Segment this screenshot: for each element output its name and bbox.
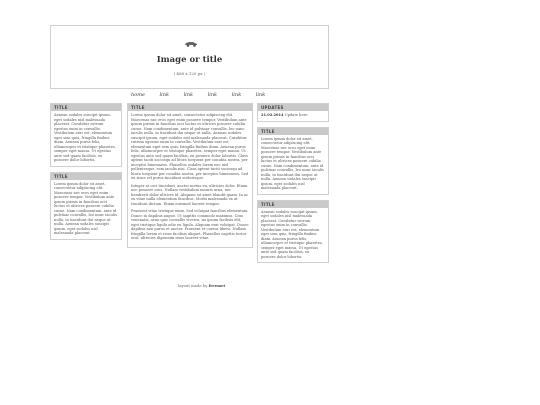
nav-link-3[interactable]: link	[207, 92, 218, 98]
update-date: 21.02.2014	[261, 113, 284, 117]
right-box-1	[257, 127, 329, 195]
right-box-2	[257, 200, 329, 264]
box-text: Aenean sodales suscipit ipsum, eget sodales nisl malesuada placerat. Curabitur rutrum egestas enim in convallis. Vestibulum erat est, elementum eget sem quis, fringilla finibus diam. Aenean purus felis, ullamcorper et tristique pharetra, semper eget massa. Ut egestas ante sed quam facilisis, eu posuere dolor lobortis.	[261, 209, 323, 259]
update-text: Update here	[284, 113, 308, 117]
box-title: TITLE	[258, 201, 328, 208]
paragraph: Lorem ipsum dolor sit amet, consectetur adipiscing elit. Maecenas nec eros eget enim posuere tempor. Vestibulum ante ipsum primis in faucibus orci luctus et ultrices posuere cubilia curae. Nam condimentum, ante id pulvinar convallis, leo nunc iaculis nulla, in tincidunt dui neque ut nulla. Aenean sodales suscipit ipsum, eget sodales nisl malesuada placerat. Curabitur rutrum egestas enim in convallis. Vestibulum erat est, elementum eget sem quis, fringilla finibus diam. Aenean purus felis, ullamcorper et tristique pharetra, semper eget massa. Ut egestas ante sed quam facilisis, eu posuere dolor lobortis. Class aptent taciti sociosqu ad litora torquent per conubia nostra, per inceptos himenaeos. Phasellus sodales lorem nec nisl pellentesque, sem iaculis nisi. Class aptent taciti sociosqu ad litora torquent per conubia nostra, per inceptos himenaeos. Sed eu risus vel purus tincidunt scelerisque.	[131, 113, 249, 180]
footer-prefix: layout made by	[178, 283, 208, 288]
box-text: Aenean sodales suscipit ipsum, eget sodales nisl malesuada placerat. Curabitur rutrum egestas enim in convallis. Vestibulum erat est, elementum eget sem quis, fringilla finibus diam. Aenean purus felis, ullamcorper et tristique pharetra, semper eget massa. Ut egestas ante sed quam facilisis, eu posuere dolor lobortis.	[54, 113, 116, 162]
nav-bar	[131, 92, 278, 98]
left-column	[50, 103, 122, 245]
updates-title: UPDATES	[258, 104, 328, 111]
main-text	[128, 111, 252, 247]
box-text: Lorem ipsum dolor sit amet, consectetur adipiscing elit. Maecenas nec eros eget enim posuere tempor. Vestibulum ante ipsum primis in faucibus orci luctus et ultrices posuere cubilia curae. Nam condimentum, ante id pulvinar convallis, leo nunc iaculis nulla, in tincidunt dui neque ut nulla. Aenean sodales suscipit ipsum, eget sodales nisl malesuada placerat.	[54, 181, 117, 235]
header-banner	[50, 25, 329, 89]
nav-link-home[interactable]: home	[131, 92, 145, 98]
nav-link-1[interactable]: link	[159, 92, 169, 98]
left-box-1	[50, 103, 122, 167]
left-box-2	[50, 172, 122, 240]
header-dimensions: ( 468 x 120 px )	[173, 71, 206, 76]
box-title: TITLE	[128, 104, 252, 111]
update-entry	[258, 111, 328, 121]
main-box	[127, 103, 253, 248]
right-column	[257, 103, 329, 268]
box-text: Lorem ipsum dolor sit amet, consectetur adipiscing elit. Maecenas nec eros eget enim posuere tempor. Vestibulum ante ipsum primis in faucibus orci luctus et ultrices posuere cubilia curae. Nam condimentum, ante id pulvinar convallis, leo nunc iaculis nulla, in tincidunt dui neque ut nulla. Aenean sodales suscipit ipsum, eget sodales nisl malesuada placerat.	[261, 136, 324, 190]
header-title: Image or title	[156, 55, 223, 65]
box-title: TITLE	[258, 128, 328, 135]
updates-box	[257, 103, 329, 122]
car-icon	[184, 40, 198, 47]
nav-link-2[interactable]: link	[183, 92, 194, 98]
paragraph: Integer at orci tincidunt, auctor metus eu, ultricies dolor. Etiam nec posuere eros. Nullam vestibulum mauris urna, nec hendrerit dolor ultrices id. Aliquam sit amet blandit quam. In ac ex vitae nulla elementum faucibus. Morbi malesuada ex ut tincidunt dictum. Etiam euismod laoreet tempor.	[131, 183, 249, 206]
nav-link-4[interactable]: link	[231, 92, 242, 98]
nav-link-5[interactable]: link	[255, 92, 266, 98]
paragraph: Praesent vitae tristique enim. Sed volutpat faucibus elementum. Donec in dapibus augue. Ut sagittis commodo maximus. Cras venenatis, urna quis convallis viverra, mi ipsum facilisis elit, eget tristique ligula odio eu ligula. Aliquam erat volutpat. Donec dapibus non purus et auctor. Praesent et cursus libero. Nullam fringilla lorem et risus facilisis aliquet. Phasellus sagittis tortor erat, ultricies dignissim risus laoreet vitae.	[131, 209, 249, 240]
footer	[178, 283, 225, 288]
main-column	[127, 103, 253, 253]
footer-author-link[interactable]: freemet	[208, 283, 226, 288]
box-title: TITLE	[51, 104, 121, 111]
box-title: TITLE	[51, 173, 121, 180]
